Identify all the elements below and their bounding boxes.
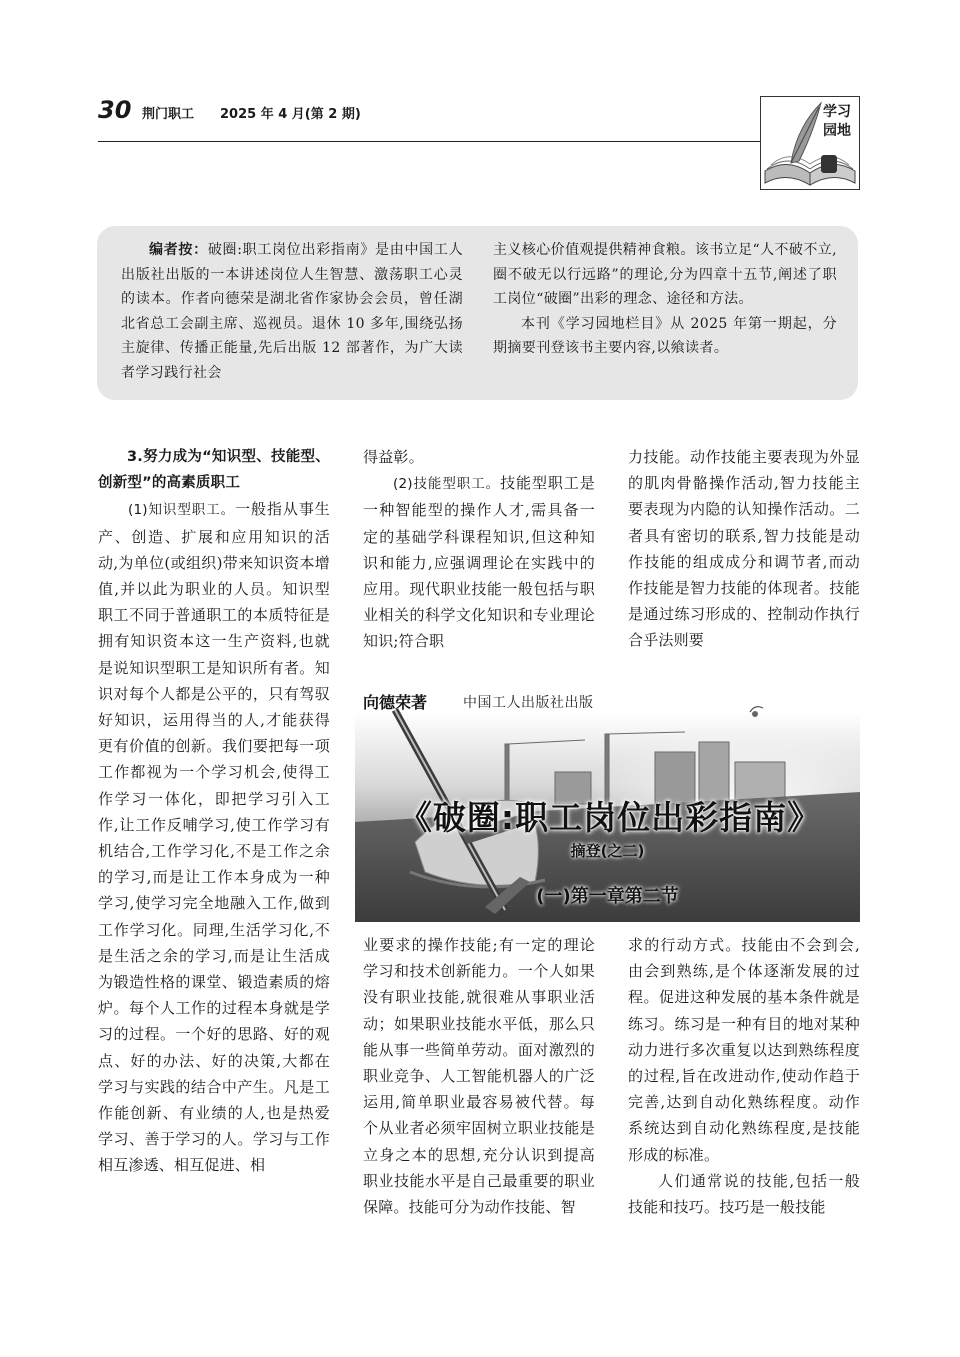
paragraph-skills-a: 力技能。动作技能主要表现为外显的肌肉骨骼操作活动,智力技能主要表现为内隐的认知操作活动。二者具有密切的联系,智力技能是动作技能的组成成分和调节者,而动作技能是智力技能的体现者。技能是通过练习形成的、控制动作执行合乎法则要 — [628, 448, 860, 650]
column-badge — [760, 96, 860, 190]
editor-note-left — [121, 238, 463, 385]
banner-author: 向德荣著 — [363, 693, 428, 712]
paragraph-skilled-worker-b: 业要求的操作技能;有一定的理论学习和技术创新能力。一个人如果没有职业技能,就很难从事职业活动；如果职业技能水平低，那么只能从事一些简单劳动。面对激烈的职业竞争、人工智能机器人的广泛运用,简单职业最容易被代替。每个从业者必须牢固树立职业技能是立身之本的思想,充分认识到提高职业技能水平是自己最重要的职业保障。技能可分为动作技能、智 — [363, 936, 595, 1217]
editor-note-text-2: 主义核心价值观提供精神食粮。该书立足“人不破不立,圈不破无以行远路”的理论,分为四章十五节,阐述了职工岗位“破圈”出彩的理念、途径和方法。 — [493, 242, 837, 307]
page-number: 30 — [98, 96, 132, 124]
banner-subtitle: 摘登(之二) — [570, 842, 645, 860]
journal-name: 荆门职工 — [142, 107, 195, 122]
article-column-1 — [98, 444, 330, 1179]
paragraph-skills-b: 求的行动方式。技能由不会到会,由会到熟练,是个体逐渐发展的过程。促进这种发展的基本条件就是练习。练习是一种有目的地对某种动力进行多次重复以达到熟练程度的过程,旨在改进动作,使动作趋于完善,达到自动化熟练程度。动作系统达到自动化熟练程度,是技能形成的标准。 — [628, 936, 860, 1164]
banner-section: (一)第一章第二节 — [536, 886, 679, 907]
issue-date: 2025 年 4 月(第 2 期) — [220, 107, 361, 122]
article-column-2-top — [363, 444, 595, 655]
banner-publisher: 中国工人出版社出版 — [463, 695, 594, 711]
section-heading: 3.努力成为“知识型、技能型、创新型”的高素质职工 — [98, 449, 330, 492]
editor-note-text-1: 破圈:职工岗位出彩指南》是由中国工人出版社出版的一本讲述岗位人生智慧、激荡职工心灵的读本。作者向德荣是湖北省作家协会会员，曾任湖北省总工会副主席、巡视员。退休 10 多年,围绕弘扬主旋律、传播正能量,先后出版 12 部著作，为广大读者学习践行社会 — [121, 242, 463, 381]
paragraph-skills-c: 人们通常说的技能,包括一般技能和技巧。技巧是一般技能 — [628, 1171, 860, 1217]
page-header — [98, 96, 758, 142]
badge-label-line2: 园地 — [823, 123, 851, 139]
paragraph-skilled-worker-a: 技能型职工是一种智能型的操作人才,需具备一定的基础学科课程知识,但这种知识和能力,应强调理论在实践中的应用。现代职业技能一般包括与职业相关的科学文化知识和专业理论知识;符合职 — [363, 474, 595, 651]
article-column-3-top — [628, 444, 860, 654]
editor-note-label: 编者按： — [149, 242, 208, 258]
article-column-3-bottom — [628, 932, 860, 1220]
badge-label-line1: 学习 — [823, 104, 851, 120]
badge-label — [823, 103, 851, 141]
paragraph-continuation: 得益彰。 — [363, 448, 424, 466]
header-rule — [98, 141, 760, 142]
banner-title: 《破圈:职工岗位出彩指南》 — [398, 798, 822, 837]
book-title-banner — [355, 682, 860, 922]
editor-note-box — [97, 226, 858, 400]
term-skilled-worker: (2)技能型职工。 — [393, 476, 501, 493]
editor-note-right — [493, 238, 837, 361]
paragraph-knowledge-worker: 一般指从事生产、创造、扩展和应用知识的活动,为单位(或组织)带来知识资本增值,并以此为职业的人员。知识型职工不同于普通职工的本质特征是拥有知识资本这一生产资料,也就是说知识型职工是知识所有者。知识对每个人都是公平的，只有驾驭好知识，运用得当的人,才能获得更有价值的创新。我们要把每一项工作都视为一个学习机会,使得工作学习一体化，即把学习引入工作,让工作反哺学习,使工作学习有机结合,工作学习化,不是工作之余的学习,而是让工作本身成为一种学习,使学习完全地融入工作,做到工作学习化。同理,生活学习化,不是生活之余的学习,而是让生活成为锻造性格的课堂、锻造素质的熔炉。每个人工作的过程本身就是学习的过程。一个好的思路、好的观点、好的办法、好的决策,大都在学习与实践的结合中产生。凡是工作能创新、有业绩的人,也是热爱学习、善于学习的人。学习与工作相互渗透、相互促进、相 — [98, 500, 330, 1175]
editor-note-text-3: 本刊《学习园地栏目》从 2025 年第一期起，分期摘要刊登该书主要内容,以飨读者。 — [493, 315, 837, 356]
article-column-2-bottom — [363, 932, 595, 1220]
term-knowledge-worker: (1)知识型职工。 — [128, 502, 236, 519]
